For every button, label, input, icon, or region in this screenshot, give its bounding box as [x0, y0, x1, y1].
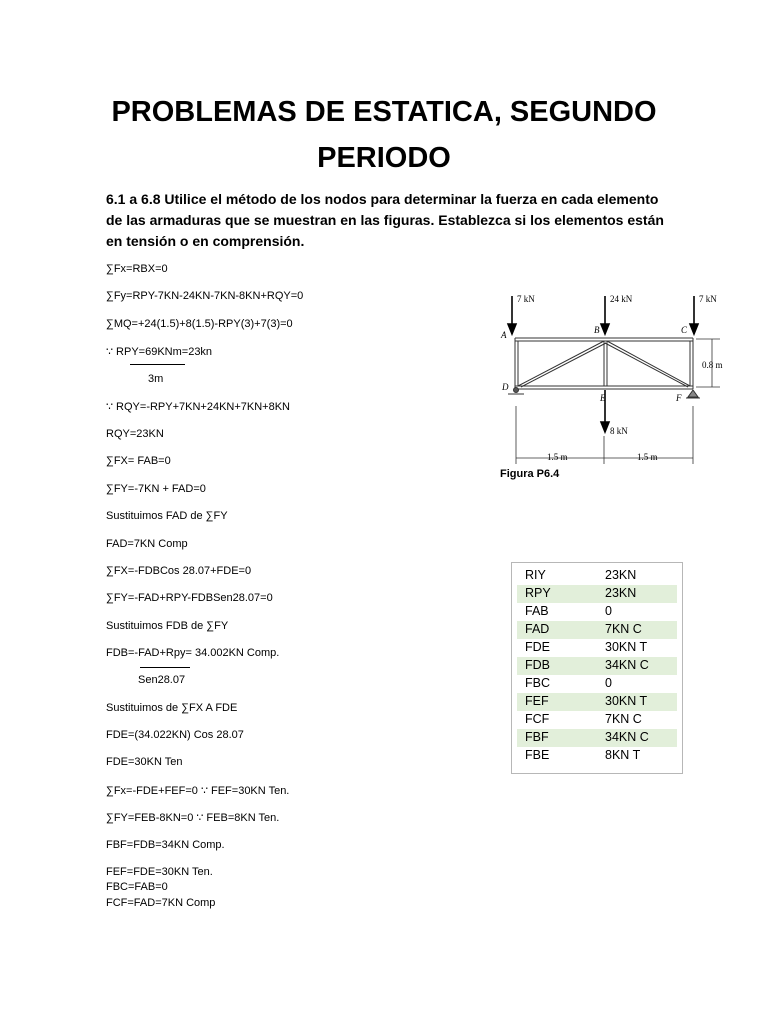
- equation-line: ∑FY=-FAD+RPY-FDBSen28.07=0: [106, 592, 273, 604]
- truss-figure: [490, 286, 740, 481]
- table-cell-value: 34KN C: [605, 730, 649, 744]
- table-cell-value: 7KN C: [605, 712, 642, 726]
- equation-line: FBC=FAB=0: [106, 881, 168, 893]
- node-label-b: B: [594, 325, 600, 335]
- equation-line: ∑MQ=+24(1.5)+8(1.5)-RPY(3)+7(3)=0: [106, 318, 293, 330]
- table-row: [517, 675, 677, 693]
- equation-line: ∑FY=-7KN + FAD=0: [106, 483, 206, 495]
- table-row: [517, 747, 677, 765]
- page-title-line-1: PROBLEMAS DE ESTATICA, SEGUNDO: [111, 96, 657, 128]
- table-cell-member: FDE: [525, 640, 550, 654]
- table-cell-member: FBE: [525, 748, 550, 762]
- table-row: [517, 567, 677, 585]
- equation-line: RQY=23KN: [106, 428, 164, 440]
- equation-line: Sustituimos FDB de ∑FY: [106, 620, 229, 632]
- table-row: [517, 657, 677, 675]
- figure-caption: Figura P6.4: [500, 468, 560, 480]
- table-cell-value: 8KN T: [605, 748, 641, 762]
- fraction-bar: [130, 364, 185, 365]
- table-cell-value: 30KN T: [605, 640, 648, 654]
- equation-line: FDB=-FAD+Rpy= 34.002KN Comp.: [106, 647, 280, 659]
- table-cell-value: 0: [605, 676, 612, 690]
- node-label-a: A: [501, 330, 507, 340]
- equation-line: Sustituimos FAD de ∑FY: [106, 510, 228, 522]
- arrowhead-e: [601, 422, 609, 432]
- equation-line: FDE=(34.022KN) Cos 28.07: [106, 729, 244, 741]
- table-cell-member: FAD: [525, 622, 550, 636]
- node-label-d: D: [502, 382, 509, 392]
- table-cell-value: 34KN C: [605, 658, 649, 672]
- equation-line: FAD=7KN Comp: [106, 538, 188, 550]
- table-cell-member: FCF: [525, 712, 550, 726]
- table-cell-member: RPY: [525, 586, 551, 600]
- node-label-e: E: [600, 393, 606, 403]
- equation-line: ∵ RPY=69KNm=23kn: [106, 346, 213, 358]
- table-row: [517, 711, 677, 729]
- load-label-c: 7 kN: [699, 294, 717, 304]
- table-cell-value: 23KN: [605, 568, 637, 582]
- equation-line: 3m: [148, 373, 164, 385]
- member-db-inner: [521, 343, 606, 387]
- equation-line: Sustituimos de ∑FX A FDE: [106, 702, 238, 714]
- table-cell-value: 30KN T: [605, 694, 648, 708]
- table-row: [517, 639, 677, 657]
- equation-line: ∑FX=-FDBCos 28.07+FDE=0: [106, 565, 252, 577]
- equation-line: FEF=FDE=30KN Ten.: [106, 866, 213, 878]
- table-cell-member: FBC: [525, 676, 550, 690]
- arrowhead-b: [601, 324, 609, 334]
- equation-line: ∑FY=FEB-8KN=0 ∵ FEB=8KN Ten.: [106, 812, 280, 824]
- equation-line: ∑Fy=RPY-7KN-24KN-7KN-8KN+RQY=0: [106, 290, 304, 302]
- load-label-b: 24 kN: [610, 294, 633, 304]
- table-row: [517, 693, 677, 711]
- member-bf-inner: [605, 343, 688, 387]
- table-row: [517, 729, 677, 747]
- fraction-bar: [140, 667, 190, 668]
- table-row: [517, 585, 677, 603]
- table-row: [517, 621, 677, 639]
- equation-line: FCF=FAD=7KN Comp: [106, 897, 216, 909]
- load-label-a: 7 kN: [517, 294, 535, 304]
- table-cell-member: RIY: [525, 568, 546, 582]
- member-db: [518, 341, 604, 386]
- load-label-e: 8 kN: [610, 426, 628, 436]
- table-cell-member: FAB: [525, 604, 549, 618]
- arrowhead-a: [508, 324, 516, 334]
- equation-line: ∑Fx=-FDE+FEF=0 ∵ FEF=30KN Ten.: [106, 785, 290, 797]
- equation-line: ∑Fx=RBX=0: [106, 263, 168, 275]
- table-cell-member: FDB: [525, 658, 550, 672]
- table-cell-value: 0: [605, 604, 612, 618]
- node-label-c: C: [681, 325, 688, 335]
- table-cell-member: FEF: [525, 694, 549, 708]
- equation-line: FBF=FDB=34KN Comp.: [106, 839, 225, 851]
- member-bf: [607, 341, 690, 386]
- table-cell-value: 23KN: [605, 586, 637, 600]
- table-cell-value: 7KN C: [605, 622, 642, 636]
- pin-d: [514, 388, 519, 393]
- page-title-line-2: PERIODO: [317, 142, 451, 174]
- span-label-1: 1.5 m: [547, 452, 568, 462]
- table-cell-member: FBF: [525, 730, 549, 744]
- support-f: [688, 390, 698, 397]
- equation-line: FDE=30KN Ten: [106, 756, 183, 768]
- span-label-2: 1.5 m: [637, 452, 658, 462]
- arrowhead-c: [690, 324, 698, 334]
- equation-line: ∑FX= FAB=0: [106, 455, 171, 467]
- node-label-f: F: [676, 393, 682, 403]
- results-table: [511, 562, 683, 774]
- equation-line: ∵ RQY=-RPY+7KN+24KN+7KN+8KN: [106, 401, 291, 413]
- height-label: 0.8 m: [702, 360, 723, 370]
- problem-statement: 6.1 a 6.8 Utilice el método de los nodos para determinar la fuerza en cada elemento de las armaduras que se muestran en las figuras. Establezca si los elementos están en tensión o en comprensión.: [106, 191, 664, 249]
- table-row: [517, 603, 677, 621]
- equation-line: Sen28.07: [138, 674, 186, 686]
